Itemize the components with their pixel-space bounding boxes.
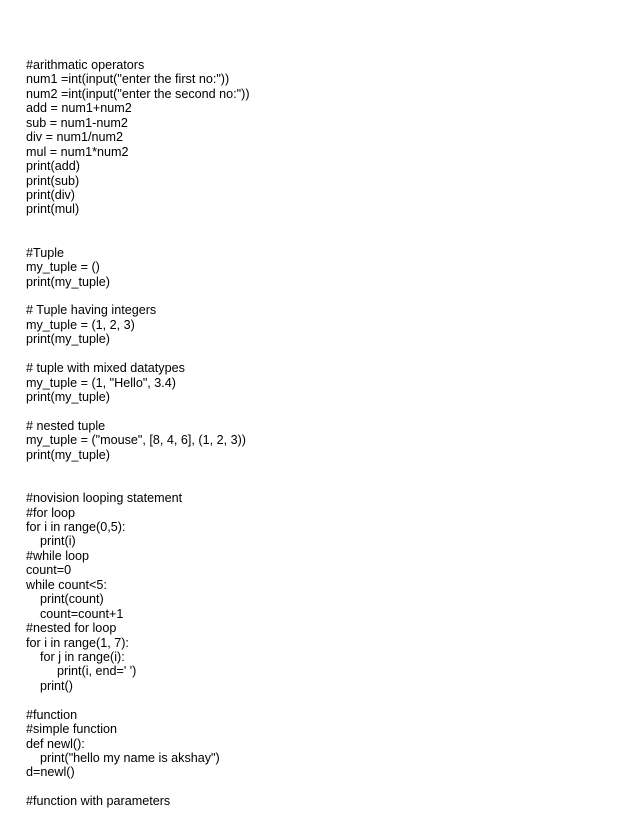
code-line: my_tuple = (1, "Hello", 3.4)	[26, 375, 176, 390]
blank-line	[26, 289, 616, 303]
code-line: my_tuple = ("mouse", [8, 4, 6], (1, 2, 3))	[26, 433, 246, 448]
code-line: # tuple with mixed datatypes	[26, 361, 185, 376]
code-line: #arithmatic operators	[26, 58, 145, 72]
code-line: d=newl()	[26, 765, 75, 780]
code-line: # nested tuple	[26, 418, 106, 433]
code-line: sub = num1-num2	[26, 115, 128, 130]
blank-line	[26, 217, 616, 231]
blank-line	[26, 693, 616, 707]
code-line: mul = num1*num2	[26, 144, 129, 159]
code-line: #novision looping statement	[26, 491, 183, 506]
blank-line	[26, 477, 616, 491]
code-line: # Tuple having integers	[26, 303, 157, 318]
code-line: for j in range(i):	[40, 649, 125, 664]
code-line: print(add)	[26, 159, 80, 174]
code-line: #function	[26, 707, 78, 722]
code-line: #while loop	[26, 548, 90, 563]
code-line: add = num1+num2	[26, 101, 132, 116]
code-line: print()	[40, 678, 73, 693]
code-line: #Tuple	[26, 245, 65, 260]
code-line: #function with parameters	[26, 794, 171, 809]
blank-line	[26, 462, 616, 476]
code-line: #nested for loop	[26, 621, 117, 636]
code-line: for i in range(0,5):	[26, 520, 126, 534]
code-line: #for loop	[26, 505, 76, 520]
code-line: my_tuple = ()	[26, 260, 100, 275]
code-line: count=0	[26, 563, 72, 578]
code-line: print(mul)	[26, 202, 80, 217]
code-line: count=count+1	[40, 606, 124, 621]
code-line: #simple function	[26, 722, 118, 737]
code-line: print(my_tuple)	[26, 332, 110, 347]
code-line: print("hello my name is akshay")	[40, 751, 220, 765]
code-line: print(my_tuple)	[26, 274, 110, 289]
code-line: print(count)	[40, 592, 104, 607]
blank-line	[26, 231, 616, 245]
code-line: for i in range(1, 7):	[26, 635, 129, 650]
code-line: print(my_tuple)	[26, 390, 110, 405]
code-line: div = num1/num2	[26, 130, 123, 145]
code-line: my_tuple = (1, 2, 3)	[26, 317, 135, 332]
blank-line	[26, 347, 616, 361]
code-line: num2 =int(input("enter the second no:"))	[26, 86, 250, 101]
code-line: def newl():	[26, 736, 85, 751]
code-line: print(my_tuple)	[26, 447, 110, 462]
blank-line	[26, 780, 616, 794]
code-line: num1 =int(input("enter the first no:"))	[26, 72, 230, 87]
code-document	[26, 58, 616, 809]
code-line: print(i, end=' ')	[57, 664, 137, 679]
code-line: while count<5:	[26, 577, 107, 592]
code-line: print(sub)	[26, 173, 80, 188]
code-line: print(i)	[40, 534, 76, 549]
code-line: print(div)	[26, 187, 75, 202]
blank-line	[26, 405, 616, 419]
